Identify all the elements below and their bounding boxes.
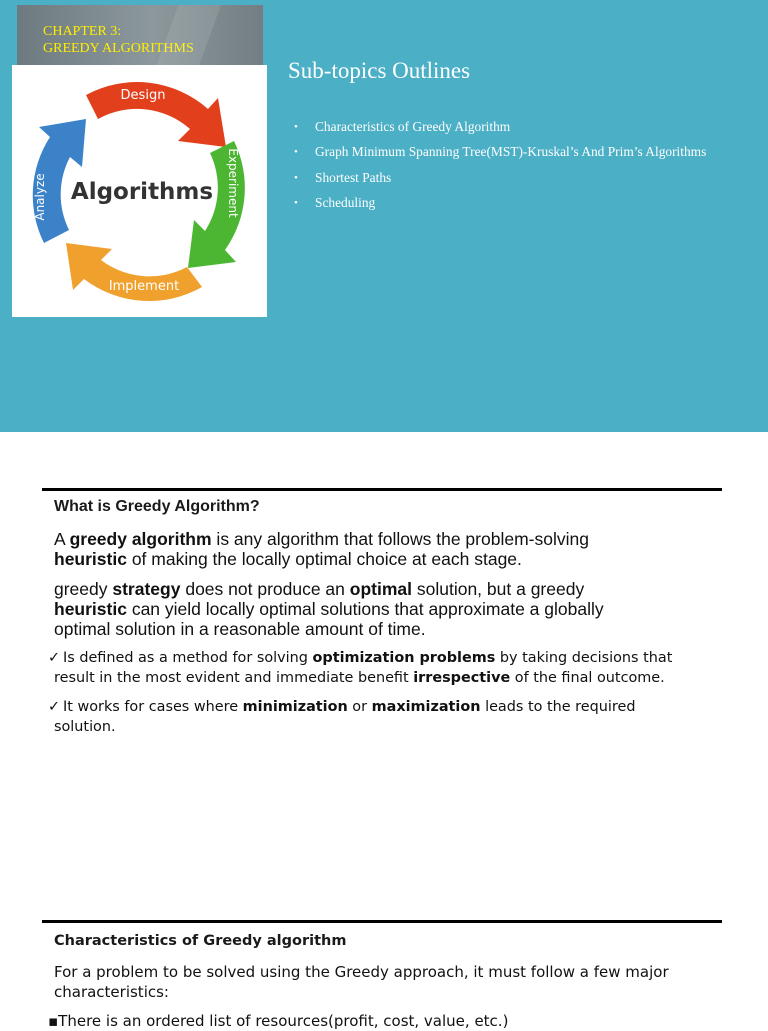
text-run: leads to the required bbox=[480, 699, 636, 715]
chapter-banner bbox=[17, 5, 263, 65]
text-run: is any algorithm that follows the problem-solving bbox=[211, 529, 589, 549]
subtopics-list bbox=[294, 117, 706, 218]
text-run: can yield locally optimal solutions that approximate a globally bbox=[126, 599, 604, 619]
emphasis-text: heuristic bbox=[54, 549, 127, 569]
text-run: solution, but a greedy bbox=[412, 579, 585, 599]
slide-title: Characteristics of Greedy algorithm bbox=[54, 933, 347, 949]
subtopic-text: Graph Minimum Spanning Tree(MST)-Kruskal’s And Prim’s Algorithms bbox=[315, 144, 707, 160]
emphasis-text: optimal bbox=[349, 579, 412, 599]
emphasis-text: irrespective bbox=[413, 670, 511, 686]
subtopic-item bbox=[294, 193, 706, 218]
text-run: solution. bbox=[54, 719, 116, 735]
subtopic-text: Shortest Paths bbox=[315, 169, 392, 185]
cycle-diagram-svg bbox=[12, 65, 267, 317]
chapter-title: CHAPTER 3: GREEDY ALGORITHMS bbox=[43, 24, 194, 56]
emphasis-text: maximization bbox=[371, 699, 481, 715]
definition-paragraph bbox=[54, 529, 589, 569]
subtopic-text: Characteristics of Greedy Algorithm bbox=[315, 119, 511, 134]
text-run: For a problem to be solved using the Greedy approach, it must follow a few major bbox=[54, 963, 669, 981]
text-run: by taking decisions that bbox=[495, 650, 673, 666]
checkmark-icon: ✓ bbox=[48, 650, 61, 666]
checklist-item bbox=[48, 697, 635, 737]
slide-characteristics bbox=[0, 864, 768, 1030]
text-run: greedy bbox=[54, 579, 113, 599]
text-run: of making the locally optimal choice at each stage. bbox=[126, 549, 522, 569]
algorithms-center-label: Algorithms bbox=[70, 179, 214, 205]
implement-label: Implement bbox=[108, 279, 180, 294]
text-run: It works for cases where bbox=[63, 699, 243, 715]
strategy-paragraph bbox=[54, 579, 604, 639]
divider-rule bbox=[42, 920, 722, 923]
checklist-item bbox=[48, 648, 672, 688]
checkmark-icon: ✓ bbox=[48, 699, 61, 715]
subtopic-item bbox=[294, 142, 706, 167]
design-label: Design bbox=[120, 88, 166, 103]
emphasis-text: optimization problems bbox=[312, 650, 496, 666]
bullet-icon: • bbox=[294, 121, 298, 133]
text-run: of the final outcome. bbox=[510, 670, 665, 686]
intro-paragraph bbox=[54, 962, 734, 1002]
slide-outline bbox=[0, 0, 768, 432]
text-run: A bbox=[54, 529, 70, 549]
subtopic-text: Scheduling bbox=[315, 194, 376, 210]
emphasis-text: minimization bbox=[242, 699, 348, 715]
subtopic-item bbox=[294, 168, 706, 193]
bullet-icon: • bbox=[294, 171, 298, 184]
slide-title: What is Greedy Algorithm? bbox=[54, 498, 260, 515]
text-run: result in the most evident and immediate benefit bbox=[54, 670, 414, 686]
text-run: Is defined as a method for solving bbox=[63, 650, 313, 666]
subtopics-heading: Sub-topics Outlines bbox=[288, 58, 471, 83]
divider-rule bbox=[42, 488, 722, 491]
text-run: or bbox=[347, 699, 372, 715]
bullet-icon: • bbox=[294, 146, 298, 159]
algorithms-cycle-diagram bbox=[12, 65, 267, 317]
subtopic-item bbox=[294, 117, 706, 142]
slide-what-is-greedy bbox=[0, 432, 768, 864]
analyze-label: Analyze bbox=[33, 173, 47, 221]
emphasis-text: greedy algorithm bbox=[69, 529, 212, 549]
bullet-icon: • bbox=[294, 196, 298, 209]
text-run: does not produce an bbox=[180, 579, 350, 599]
text-run: characteristics: bbox=[54, 983, 169, 1001]
text-run: optimal solution in a reasonable amount of time. bbox=[54, 619, 426, 639]
experiment-label: Experiment bbox=[226, 148, 240, 218]
emphasis-text: strategy bbox=[112, 579, 181, 599]
characteristic-item: ▪There is an ordered list of resources(profit, cost, value, etc.) bbox=[48, 1012, 509, 1030]
emphasis-text: heuristic bbox=[54, 599, 127, 619]
